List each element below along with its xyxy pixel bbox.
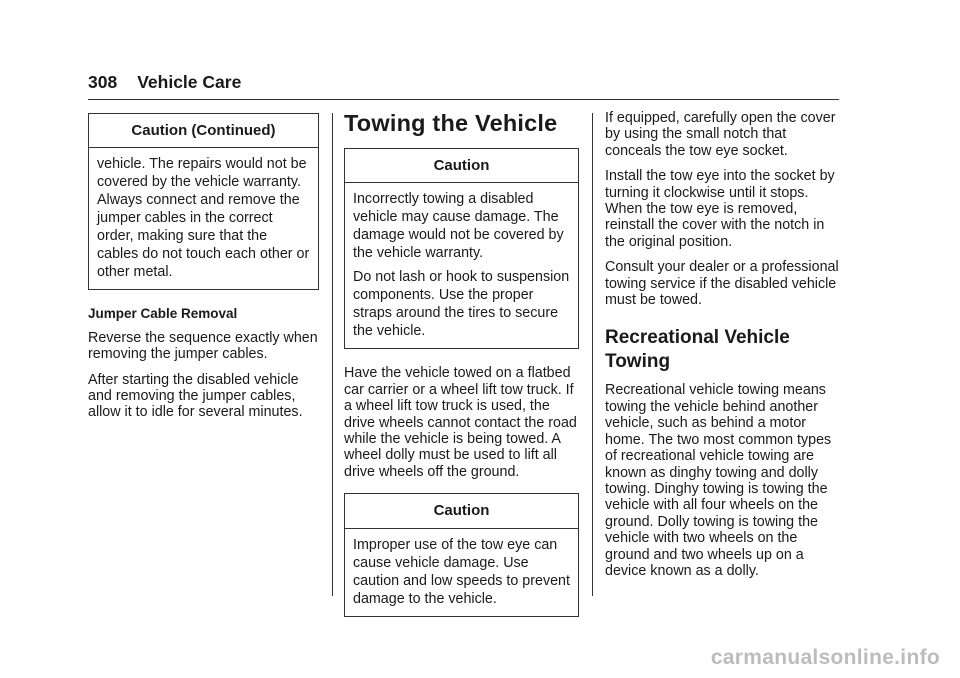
column-middle bbox=[344, 110, 579, 617]
section-title: Vehicle Care bbox=[137, 72, 242, 92]
section-heading-towing: Towing the Vehicle bbox=[344, 110, 558, 136]
caution-text: Incorrectly towing a disabled vehicle may cause damage. The damage would not be covered by the vehicle warranty. bbox=[353, 191, 564, 262]
caution-title: Caution bbox=[345, 494, 578, 528]
paragraph: Recreational vehicle towing means towing the vehicle behind another vehicle, such as behind a motor home. The two most common types of recreational vehicle towing are known as dinghy towing and dolly towing. Dinghy towing is towing the vehicle with all four wheels on the ground. Dolly towing is towing the vehicle with two wheels on the ground and two wheels up on a device known as a dolly. bbox=[605, 382, 832, 579]
caution-text: Improper use of the tow eye can cause vehicle damage. Use caution and low speeds to prevent damage to the vehicle. bbox=[353, 536, 570, 607]
paragraph: Consult your dealer or a professional towing service if the disabled vehicle must be towed. bbox=[605, 259, 839, 309]
page-number: 308 bbox=[88, 72, 118, 92]
watermark: carmanualsonline.info bbox=[710, 646, 940, 669]
page-header bbox=[88, 72, 839, 93]
caution-body bbox=[345, 529, 578, 616]
header-rule bbox=[88, 99, 839, 100]
caution-box-towing bbox=[344, 148, 579, 349]
caution-title: Caution bbox=[345, 149, 578, 183]
paragraph: If equipped, carefully open the cover by using the small notch that conceals the tow eye socket. bbox=[605, 110, 836, 159]
caution-text: Do not lash or hook to suspension components. Use the proper straps around the tires to secure the vehicle. bbox=[353, 269, 570, 340]
subheading-jumper-cable-removal: Jumper Cable Removal bbox=[88, 306, 238, 322]
caution-title: Caution (Continued) bbox=[89, 114, 318, 148]
column-right bbox=[605, 110, 840, 588]
paragraph: After starting the disabled vehicle and removing the jumper cables, allow it to idle for several minutes. bbox=[88, 371, 303, 421]
paragraph: Install the tow eye into the socket by turning it clockwise until it stops. When the tow eye is removed, reinstall the cover with the notch in the original position. bbox=[605, 168, 835, 250]
caution-text: vehicle. The repairs would not be covered by the vehicle warranty. Always connect and remove the jumper cables in the correct order, making sure that the cables do not touch each other or other metal. bbox=[97, 156, 310, 281]
column-left bbox=[88, 113, 319, 430]
caution-box-continued bbox=[88, 113, 319, 290]
paragraph: Reverse the sequence exactly when removing the jumper cables. bbox=[88, 329, 318, 363]
paragraph: Have the vehicle towed on a flatbed car carrier or a wheel lift tow truck. If a wheel lift tow truck is used, the drive wheels cannot contact the road while the vehicle is being towed. A wheel dolly must be used to lift all drive wheels off the ground. bbox=[344, 365, 577, 480]
column-divider-right bbox=[592, 113, 593, 596]
caution-body bbox=[89, 148, 318, 289]
column-divider-left bbox=[332, 113, 333, 596]
caution-body bbox=[345, 183, 578, 348]
caution-box-tow-eye bbox=[344, 493, 579, 616]
section-heading-recreational-towing: Recreational Vehicle Towing bbox=[605, 327, 790, 373]
